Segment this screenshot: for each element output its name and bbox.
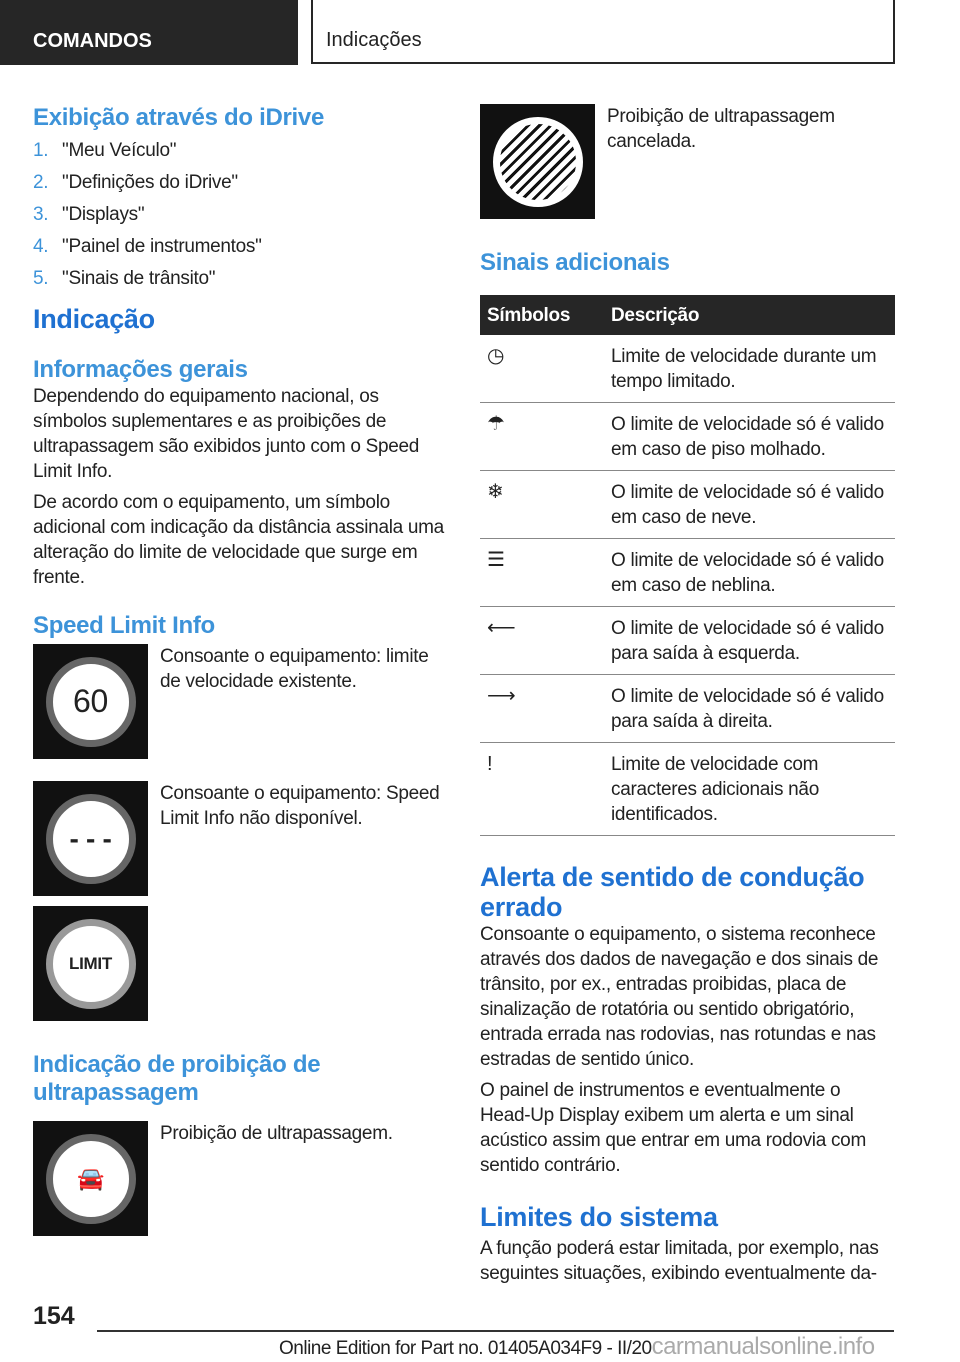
- clock-icon: ◷: [487, 345, 505, 367]
- idrive-heading: Exibição através do iDrive: [33, 104, 325, 131]
- overtake-heading: Indicação de proibição de ultrapassagem: [33, 1051, 321, 1106]
- speed-60-sign-icon: 60: [33, 644, 148, 759]
- extra-signs-table: [480, 295, 895, 836]
- sign-dash-row: [33, 781, 448, 896]
- overtake-cancel-text: Proibição de ultrapassagem cancelada.: [607, 106, 835, 152]
- fog-icon: ☰: [487, 549, 505, 571]
- table-row: [480, 471, 895, 539]
- sli-heading: Speed Limit Info: [33, 612, 215, 639]
- row-description: Limite de velocidade com caracteres adicionais não identificados.: [604, 743, 895, 836]
- limits-paragraph: A função poderá estar limitada, por exemplo, nas seguintes situações, exibindo eventualmente da-: [480, 1238, 879, 1284]
- limits-heading: Limites do sistema: [480, 1202, 718, 1232]
- table-row: [480, 675, 895, 743]
- row-description: Limite de velocidade durante um tempo limitado.: [604, 335, 895, 403]
- footer-divider: [97, 1330, 894, 1332]
- step-item: 3. "Displays": [33, 204, 145, 225]
- exclamation-icon: !: [487, 753, 493, 775]
- row-description: O limite de velocidade só é valido para saída à esquerda.: [604, 607, 895, 675]
- arrow-right-icon: ⟶: [487, 685, 516, 707]
- steps-list: [33, 138, 448, 298]
- rain-cloud-icon: ☂: [487, 413, 505, 435]
- section-tab: COMANDOS: [0, 0, 298, 65]
- table-row: [480, 539, 895, 607]
- row-description: O limite de velocidade só é valido para saída à direita.: [604, 675, 895, 743]
- step-item: 4. "Painel de instrumentos": [33, 236, 262, 257]
- right-column: [480, 104, 895, 1286]
- table-row: [480, 403, 895, 471]
- overtake-cancel-row: [480, 104, 895, 219]
- sign-limit-row: [33, 906, 448, 1021]
- table-row: [480, 743, 895, 836]
- step-item: 2. "Definições do iDrive": [33, 172, 238, 193]
- indicacao-heading: Indicação: [33, 304, 155, 334]
- row-description: O limite de velocidade só é valido em caso de neve.: [604, 471, 895, 539]
- no-overtaking-sign-icon: 🚘: [33, 1121, 148, 1236]
- step-item: 1. "Meu Veículo": [33, 140, 177, 161]
- edition-text: Online Edition for Part no. 01405A034F9 - II/20: [279, 1338, 652, 1359]
- overtake-text: Proibição de ultrapassagem.: [160, 1123, 393, 1144]
- snowflake-icon: ❄: [487, 481, 504, 503]
- page-number: 154: [33, 1302, 75, 1330]
- info-heading: Informações gerais: [33, 356, 248, 383]
- wrong-way-paragraph-2: O painel de instrumentos e eventualmente o Head-Up Display exibem um alerta e um sinal acústico assim que entrar em uma rodovia com sentido contrário.: [480, 1080, 866, 1176]
- col-description: Descrição: [604, 295, 895, 335]
- overtake-row: [33, 1121, 448, 1236]
- wrong-way-heading: Alerta de sentido de condução errado: [480, 862, 865, 922]
- sign-dash-text: Consoante o equipamento: Speed Limit Info não disponível.: [160, 783, 440, 829]
- chapter-title: Indicações: [311, 0, 895, 64]
- table-row: [480, 335, 895, 403]
- watermark: carmanualsonline.info: [651, 1333, 875, 1360]
- wrong-way-paragraph-1: Consoante o equipamento, o sistema reconhece através dos dados de navegação e dos sinais de trânsito, por ex., entradas proibidas, placa de sinalização de rotatória ou sentido obrigatório, entrada errada nas rodovias, nas rotundas e nas estradas de sentido único.: [480, 924, 879, 1070]
- speed-unavailable-sign-icon: - - -: [33, 781, 148, 896]
- info-paragraph-1: Dependendo do equipamento nacional, os símbolos suplementares e as proibições de ultrapassagem são exibidos junto com o Speed Limit Info.: [33, 386, 420, 482]
- table-row: [480, 607, 895, 675]
- extra-signs-heading: Sinais adicionais: [480, 249, 670, 276]
- info-paragraph-2: De acordo com o equipamento, um símbolo adicional com indicação da distância assinala uma alteração do limite de velocidade que surge em frente.: [33, 492, 444, 588]
- sign-60-row: [33, 644, 448, 759]
- col-symbols: Símbolos: [480, 295, 604, 335]
- row-description: O limite de velocidade só é valido em caso de neblina.: [604, 539, 895, 607]
- sign-60-text: Consoante o equipamento: limite de velocidade existente.: [160, 646, 429, 692]
- limit-sign-icon: LIMIT: [33, 906, 148, 1021]
- footer: [279, 1333, 875, 1361]
- left-column: [33, 104, 448, 1236]
- overtaking-cancelled-sign-icon: [480, 104, 595, 219]
- step-item: 5. "Sinais de trânsito": [33, 268, 216, 289]
- row-description: O limite de velocidade só é valido em caso de piso molhado.: [604, 403, 895, 471]
- arrow-left-icon: ⟵: [487, 617, 516, 639]
